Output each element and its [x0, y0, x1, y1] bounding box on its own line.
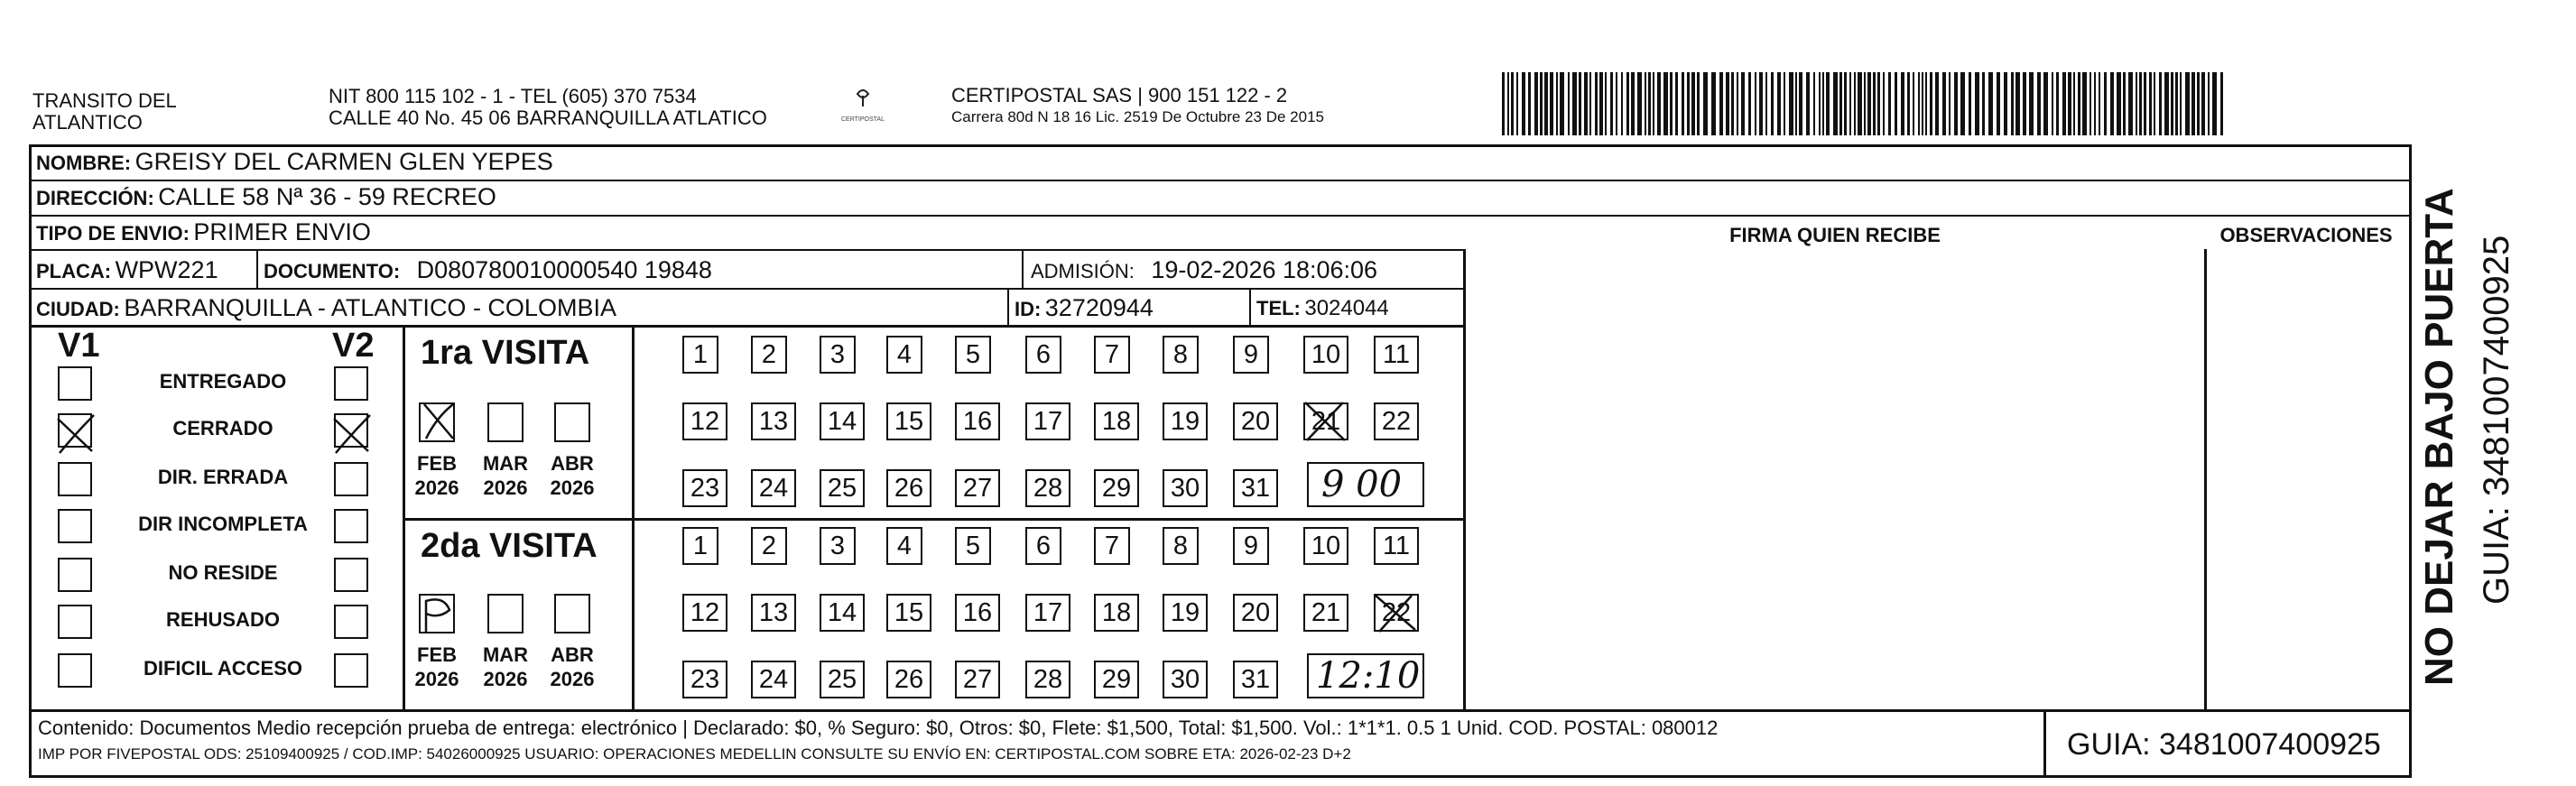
visit-2-day-23[interactable]: 23	[682, 661, 727, 698]
status-label: DIR. ERRADA	[157, 466, 289, 488]
visit-1-day-23[interactable]: 23	[682, 469, 727, 507]
visit-2-day-15[interactable]: 15	[886, 594, 931, 632]
placa-value: WPW221	[115, 256, 218, 283]
visit-1-day-4[interactable]: 4	[886, 336, 922, 374]
visit-1-day-7[interactable]: 7	[1094, 336, 1130, 374]
visit-1-day-14[interactable]: 14	[820, 402, 865, 440]
visit-2-month-label: ABR 2026	[550, 643, 595, 690]
visit-1-hour: 9 00	[1321, 464, 1403, 505]
v2-checkbox-1[interactable]	[334, 413, 368, 448]
status-label: ENTREGADO	[159, 370, 287, 393]
visit-2-feb-mark	[417, 592, 460, 637]
id-value: 32720944	[1044, 294, 1154, 321]
v2-checkbox-2[interactable]	[334, 462, 368, 496]
visit-1-day-25[interactable]: 25	[820, 469, 865, 507]
id-row: ID: 32720944	[1015, 294, 1154, 321]
visit-1-day-18[interactable]: 18	[1094, 402, 1139, 440]
visit-1-month-box-mar[interactable]	[487, 402, 524, 442]
status-label: REHUSADO	[166, 608, 280, 631]
tel-row: TEL: 3024044	[1256, 296, 1389, 320]
visit-2-day-6[interactable]: 6	[1025, 527, 1061, 565]
visit-1-day-28[interactable]: 28	[1025, 469, 1070, 507]
visit-1-day-30[interactable]: 30	[1163, 469, 1208, 507]
tel-value: 3024044	[1304, 296, 1389, 320]
visit-2-day-22-mark	[1370, 588, 1421, 637]
visit-2-title: 2da VISITA	[421, 527, 598, 565]
visit-2-day-24[interactable]: 24	[751, 661, 796, 698]
visit-2-month-box-mar[interactable]	[487, 594, 524, 633]
visit-1-month-label: FEB 2026	[414, 452, 459, 499]
visit-1-day-21-mark	[1300, 397, 1350, 446]
visit-2-day-20[interactable]: 20	[1233, 594, 1278, 632]
visit-2-day-5[interactable]: 5	[955, 527, 991, 565]
status-label: DIR INCOMPLETA	[138, 513, 308, 535]
ciudad-value: BARRANQUILLA - ATLANTICO - COLOMBIA	[124, 294, 616, 321]
visit-2-day-18[interactable]: 18	[1094, 594, 1139, 632]
visit-2-day-26[interactable]: 26	[886, 661, 931, 698]
visit-1-day-16[interactable]: 16	[955, 402, 1000, 440]
visit-2-day-21[interactable]: 21	[1303, 594, 1348, 632]
visit-1-day-21[interactable]: 21	[1303, 402, 1348, 440]
visit-2-day-14[interactable]: 14	[820, 594, 865, 632]
footer-guia: GUIA: 3481007400925	[2067, 727, 2381, 762]
visit-1-month-label: MAR 2026	[482, 452, 529, 499]
visit-1-day-17[interactable]: 17	[1025, 402, 1070, 440]
imp-line: IMP POR FIVEPOSTAL ODS: 25109400925 / COD.IMP: 54026000925 USUARIO: OPERACIONES MEDELLIN CONSULTE SU ENVÍO EN: CERTIPOSTAL.COM SOBRE ETA: 2026-02-23 D+2	[38, 745, 1351, 763]
v2-header: V2	[332, 327, 375, 365]
sender-name: TRANSITO DEL ATLANTICO	[32, 89, 177, 134]
certipostal-logo	[836, 85, 890, 126]
visit-1-day-29[interactable]: 29	[1094, 469, 1139, 507]
nombre-value: GREISY DEL CARMEN GLEN YEPES	[134, 148, 553, 175]
visit-1-day-20[interactable]: 20	[1233, 402, 1278, 440]
visit-1-day-12[interactable]: 12	[682, 402, 727, 440]
v2-checkbox-5[interactable]	[334, 605, 368, 639]
carrier-info: CERTIPOSTAL SAS | 900 151 122 - 2 Carrera 80d N 18 16 Lic. 2519 De Octubre 23 De 2015	[951, 84, 1324, 125]
status-label: NO RESIDE	[168, 561, 278, 584]
visit-2-day-28[interactable]: 28	[1025, 661, 1070, 698]
v2-checkbox-0[interactable]	[334, 366, 368, 401]
visit-1-day-27[interactable]: 27	[955, 469, 1000, 507]
visit-1-month-label: ABR 2026	[550, 452, 595, 499]
admision-row: ADMISIÓN: 19-02-2026 18:06:06	[1031, 256, 1378, 283]
visit-1-day-6[interactable]: 6	[1025, 336, 1061, 374]
visit-2-day-25[interactable]: 25	[820, 661, 865, 698]
visit-2-day-8[interactable]: 8	[1163, 527, 1199, 565]
visit-1-day-15[interactable]: 15	[886, 402, 931, 440]
visit-2-day-12[interactable]: 12	[682, 594, 727, 632]
visit-1-day-9[interactable]: 9	[1233, 336, 1269, 374]
observaciones-header: OBSERVACIONES	[2219, 224, 2393, 246]
barcode	[1502, 72, 2229, 135]
visit-1-hour-box	[1307, 462, 1424, 507]
visit-2-day-4[interactable]: 4	[886, 527, 922, 565]
status-label: CERRADO	[172, 417, 273, 439]
visit-1-day-5[interactable]: 5	[955, 336, 991, 374]
visit-2-day-2[interactable]: 2	[751, 527, 787, 565]
visit-1-day-26[interactable]: 26	[886, 469, 931, 507]
visit-2-month-label: FEB 2026	[414, 643, 459, 690]
placa-row: PLACA: WPW221	[36, 256, 218, 283]
ciudad-row: CIUDAD: BARRANQUILLA - ATLANTICO - COLOMBIA	[36, 294, 616, 321]
tipo-envio-row: TIPO DE ENVIO: PRIMER ENVIO	[36, 218, 371, 245]
v1-checkbox-2[interactable]	[58, 462, 92, 496]
visit-1-day-22[interactable]: 22	[1374, 402, 1419, 440]
visit-1-feb-mark	[417, 399, 460, 444]
v1-checkbox-1[interactable]	[58, 413, 92, 448]
v2-checkbox-4[interactable]	[334, 558, 368, 592]
visit-2-day-19[interactable]: 19	[1163, 594, 1208, 632]
firma-header: FIRMA QUIEN RECIBE	[1729, 224, 1941, 246]
direccion-value: CALLE 58 Nª 36 - 59 RECREO	[158, 183, 496, 210]
contenido-line: Contenido: Documentos Medio recepción prueba de entrega: electrónico | Declarado: $0, % Seguro: $0, Otros: $0, Flete: $1,500, Total: $1,500. Vol.: 1*1*1. 0.5 1 Unid. COD. POSTAL: 080012	[38, 717, 1719, 739]
warning-text: NO DEJAR BAJO PUERTA	[2417, 188, 2461, 686]
visit-1-day-13[interactable]: 13	[751, 402, 796, 440]
sender-info: NIT 800 115 102 - 1 - TEL (605) 370 7534 CALLE 40 No. 45 06 BARRANQUILLA ATLATICO	[329, 85, 767, 129]
visit-2-day-29[interactable]: 29	[1094, 661, 1139, 698]
visit-2-hour: 12:10	[1316, 655, 1421, 697]
visit-1-day-19[interactable]: 19	[1163, 402, 1208, 440]
v1-checkbox-3[interactable]	[58, 509, 92, 543]
visit-2-month-label: MAR 2026	[482, 643, 529, 690]
v1-checkbox-5[interactable]	[58, 605, 92, 639]
tipo-envio-value: PRIMER ENVIO	[193, 218, 371, 245]
visit-1-day-8[interactable]: 8	[1163, 336, 1199, 374]
visit-2-day-27[interactable]: 27	[955, 661, 1000, 698]
v1-checkbox-6[interactable]	[58, 653, 92, 688]
side-guia: GUIA: 3481007400925	[2477, 235, 2516, 605]
documento-value: D080780010000540 19848	[416, 256, 712, 283]
visit-1-day-3[interactable]: 3	[820, 336, 856, 374]
visit-2-day-10[interactable]: 10	[1303, 527, 1348, 565]
visit-2-day-11[interactable]: 11	[1374, 527, 1419, 565]
visit-1-day-11[interactable]: 11	[1374, 336, 1419, 374]
visit-2-day-22[interactable]: 22	[1374, 594, 1419, 632]
visit-1-title: 1ra VISITA	[421, 334, 590, 372]
visit-2-day-30[interactable]: 30	[1163, 661, 1208, 698]
visit-1-day-10[interactable]: 10	[1303, 336, 1348, 374]
v1-checkbox-4[interactable]	[58, 558, 92, 592]
v2-checkbox-3[interactable]	[334, 509, 368, 543]
visit-2-day-9[interactable]: 9	[1233, 527, 1269, 565]
svg-text:CERTIPOSTAL: CERTIPOSTAL	[841, 116, 885, 123]
visit-1-day-24[interactable]: 24	[751, 469, 796, 507]
visit-1-month-box-abr[interactable]	[554, 402, 590, 442]
visit-2-hour-box	[1307, 653, 1424, 698]
visit-2-day-17[interactable]: 17	[1025, 594, 1070, 632]
visit-1-day-2[interactable]: 2	[751, 336, 787, 374]
v1-header: V1	[58, 327, 100, 365]
direccion-row: DIRECCIÓN: CALLE 58 Nª 36 - 59 RECREO	[36, 183, 496, 210]
nombre-row: NOMBRE: GREISY DEL CARMEN GLEN YEPES	[36, 148, 553, 175]
visit-2-day-13[interactable]: 13	[751, 594, 796, 632]
admision-value: 19-02-2026 18:06:06	[1151, 256, 1378, 283]
visit-2-day-7[interactable]: 7	[1094, 527, 1130, 565]
visit-2-month-box-abr[interactable]	[554, 594, 590, 633]
status-label: DIFICIL ACCESO	[143, 657, 302, 680]
visit-1-day-1[interactable]: 1	[682, 336, 718, 374]
visit-1-day-31[interactable]: 31	[1233, 469, 1278, 507]
visit-2-day-1[interactable]: 1	[682, 527, 718, 565]
documento-row: DOCUMENTO: D080780010000540 19848	[264, 256, 712, 283]
visit-2-day-16[interactable]: 16	[955, 594, 1000, 632]
v1-checkbox-0[interactable]	[58, 366, 92, 401]
visit-2-day-3[interactable]: 3	[820, 527, 856, 565]
v2-checkbox-6[interactable]	[334, 653, 368, 688]
visit-2-day-31[interactable]: 31	[1233, 661, 1278, 698]
